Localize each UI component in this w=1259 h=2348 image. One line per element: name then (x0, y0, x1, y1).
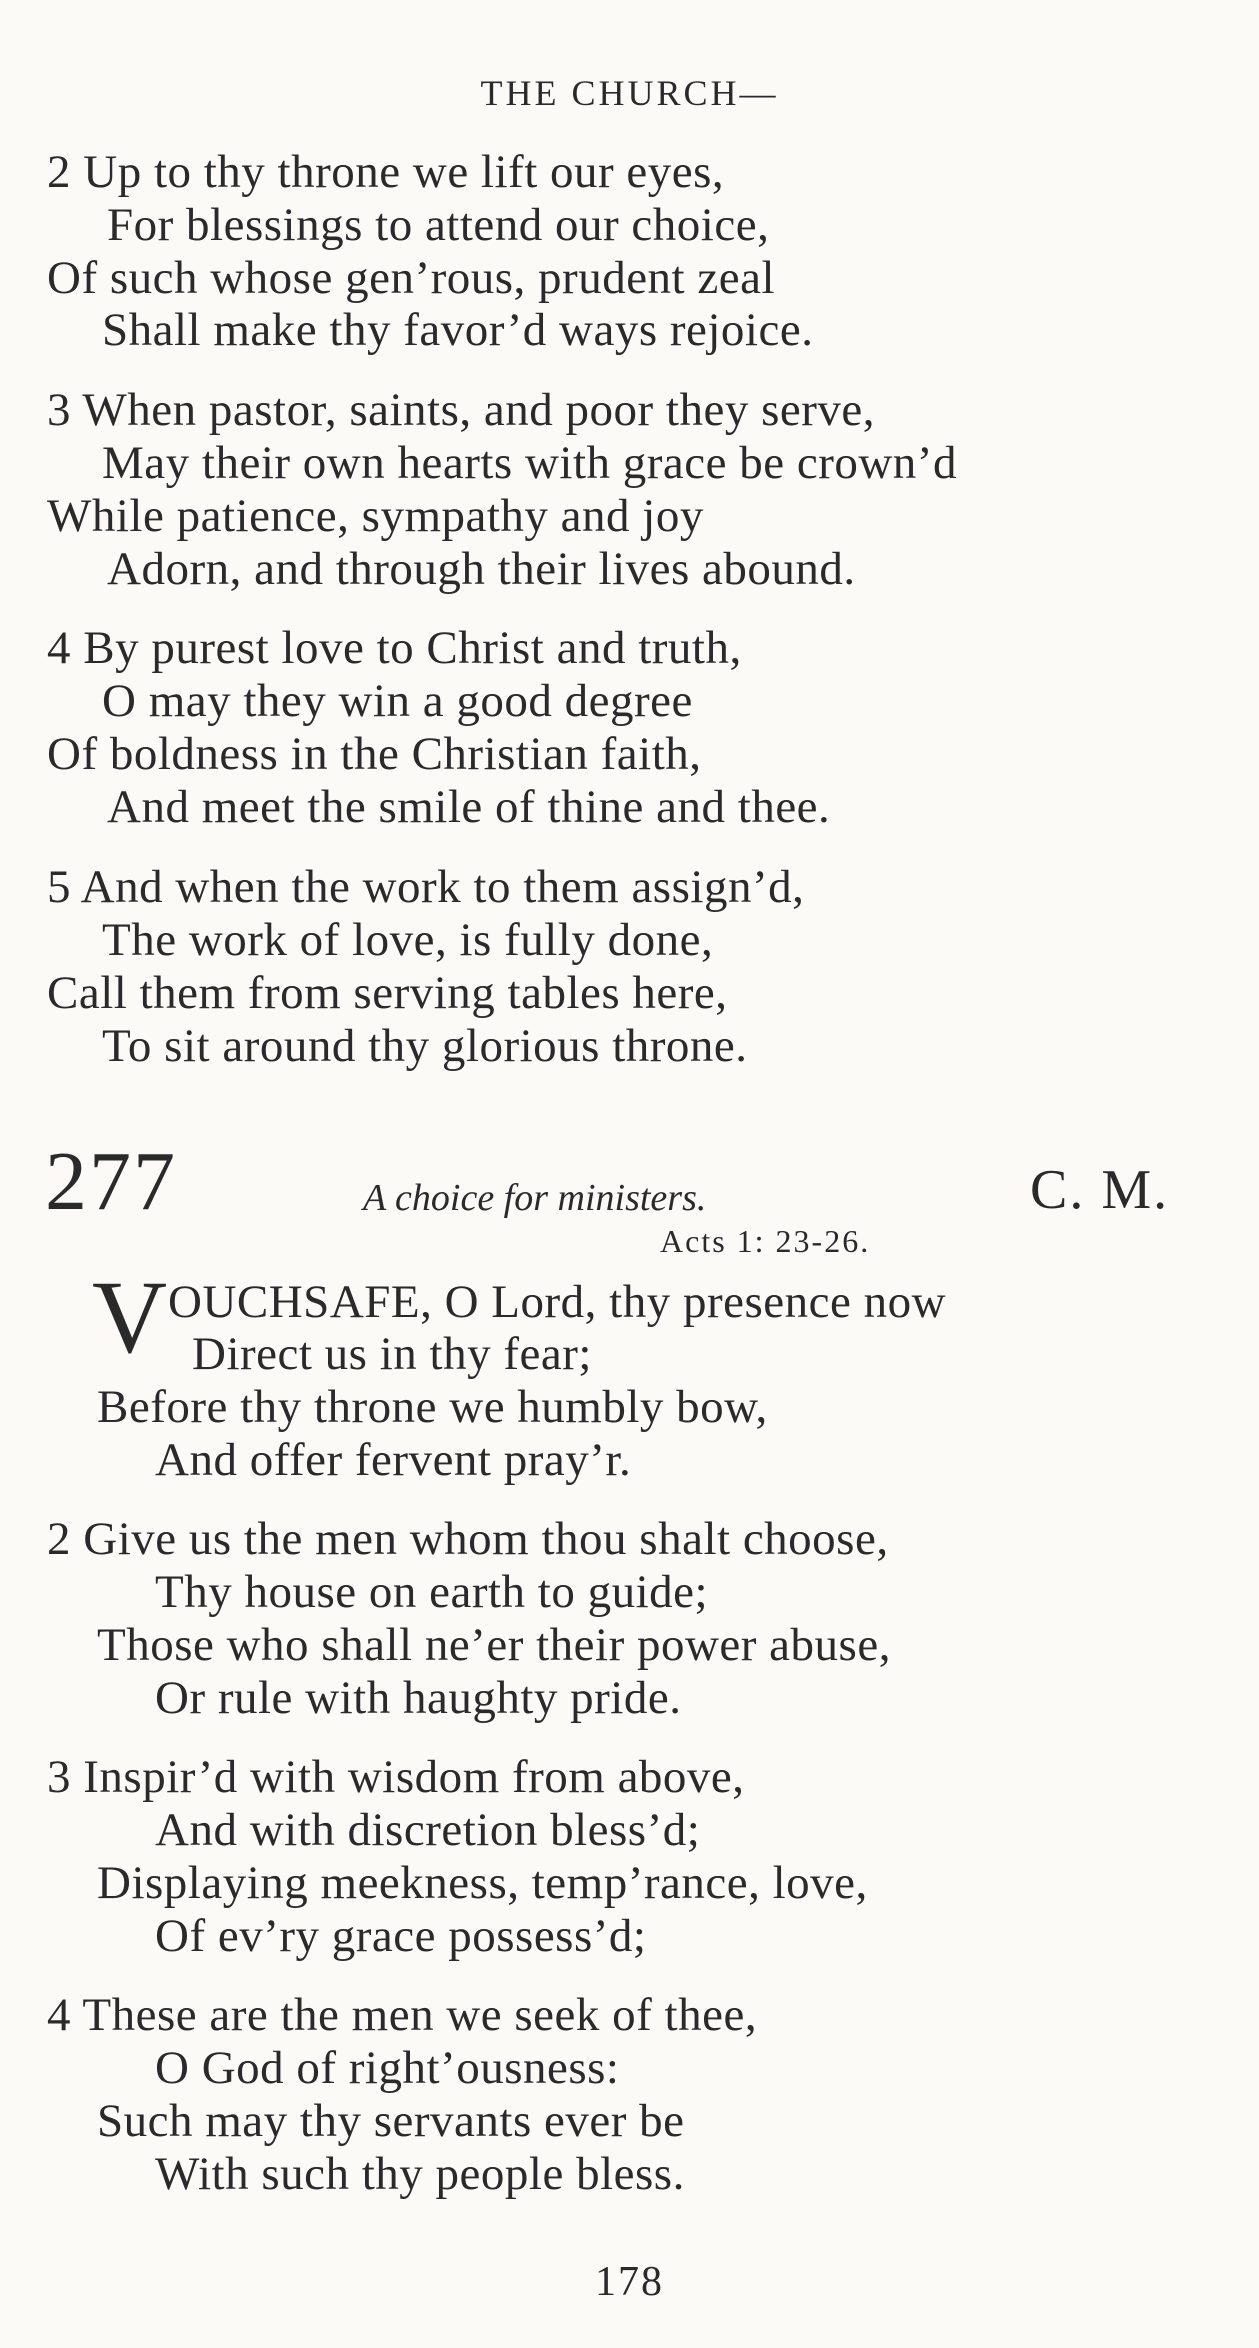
verse-line: Thy house on earth to guide; (155, 1566, 709, 1618)
scripture-reference: Acts 1: 23-26. (660, 1223, 871, 1259)
page-number: 178 (595, 2259, 664, 2305)
verse-line: OUCHSAFE, O Lord, thy presence now (168, 1276, 947, 1328)
verse-line: 3 When pastor, saints, and poor they serve, (47, 384, 876, 436)
hymn-meter: C. M. (1030, 1159, 1170, 1221)
verse-line: 4 By purest love to Christ and truth, (47, 622, 742, 674)
hymn-title: A choice for ministers. (363, 1177, 707, 1219)
verse-line: While patience, sympathy and joy (47, 490, 704, 542)
verse-line: Before thy throne we humbly bow, (97, 1381, 768, 1433)
verse-line: Of such whose gen’rous, prudent zeal (47, 252, 776, 304)
running-head: THE CHURCH— (480, 73, 779, 113)
verse-line: And with discretion bless’d; (155, 1804, 701, 1856)
verse-line: 5 And when the work to them assign’d, (47, 861, 805, 913)
verse-line: Such may thy servants ever be (97, 2095, 685, 2147)
verse-line: To sit around thy glorious throne. (102, 1020, 748, 1072)
verse-line: Call them from serving tables here, (47, 967, 728, 1019)
verse-line: Of boldness in the Christian faith, (47, 728, 702, 780)
verse-line: And meet the smile of thine and thee. (107, 781, 831, 833)
verse-line: The work of love, is fully done, (102, 914, 714, 966)
verse-line: Adorn, and through their lives abound. (107, 543, 856, 595)
verse-line: Of ev’ry grace possess’d; (155, 1910, 647, 1962)
drop-cap: V (92, 1260, 168, 1375)
verse-line: With such thy people bless. (155, 2148, 685, 2200)
verse-line: Those who shall ne’er their power abuse, (97, 1619, 891, 1671)
verse-line: 2 Give us the men whom thou shalt choose, (47, 1513, 889, 1565)
verse-line: Shall make thy favor’d ways rejoice. (102, 304, 814, 356)
verse-line: For blessings to attend our choice, (107, 199, 770, 251)
verse-line: O may they win a good degree (102, 675, 693, 727)
verse-line: Or rule with haughty pride. (155, 1672, 682, 1724)
verse-line: 4 These are the men we seek of thee, (47, 1989, 758, 2041)
verse-line: O God of right’ousness: (155, 2042, 620, 2094)
verse-line: Displaying meekness, temp’rance, love, (97, 1857, 868, 1909)
verse-line: 2 Up to thy throne we lift our eyes, (47, 146, 725, 198)
verse-line: And offer fervent pray’r. (155, 1434, 632, 1486)
verse-line: May their own hearts with grace be crown’d (102, 437, 957, 489)
hymn-number: 277 (45, 1135, 177, 1228)
verse-line: 3 Inspir’d with wisdom from above, (47, 1751, 745, 1803)
verse-line: Direct us in thy fear; (192, 1328, 592, 1380)
